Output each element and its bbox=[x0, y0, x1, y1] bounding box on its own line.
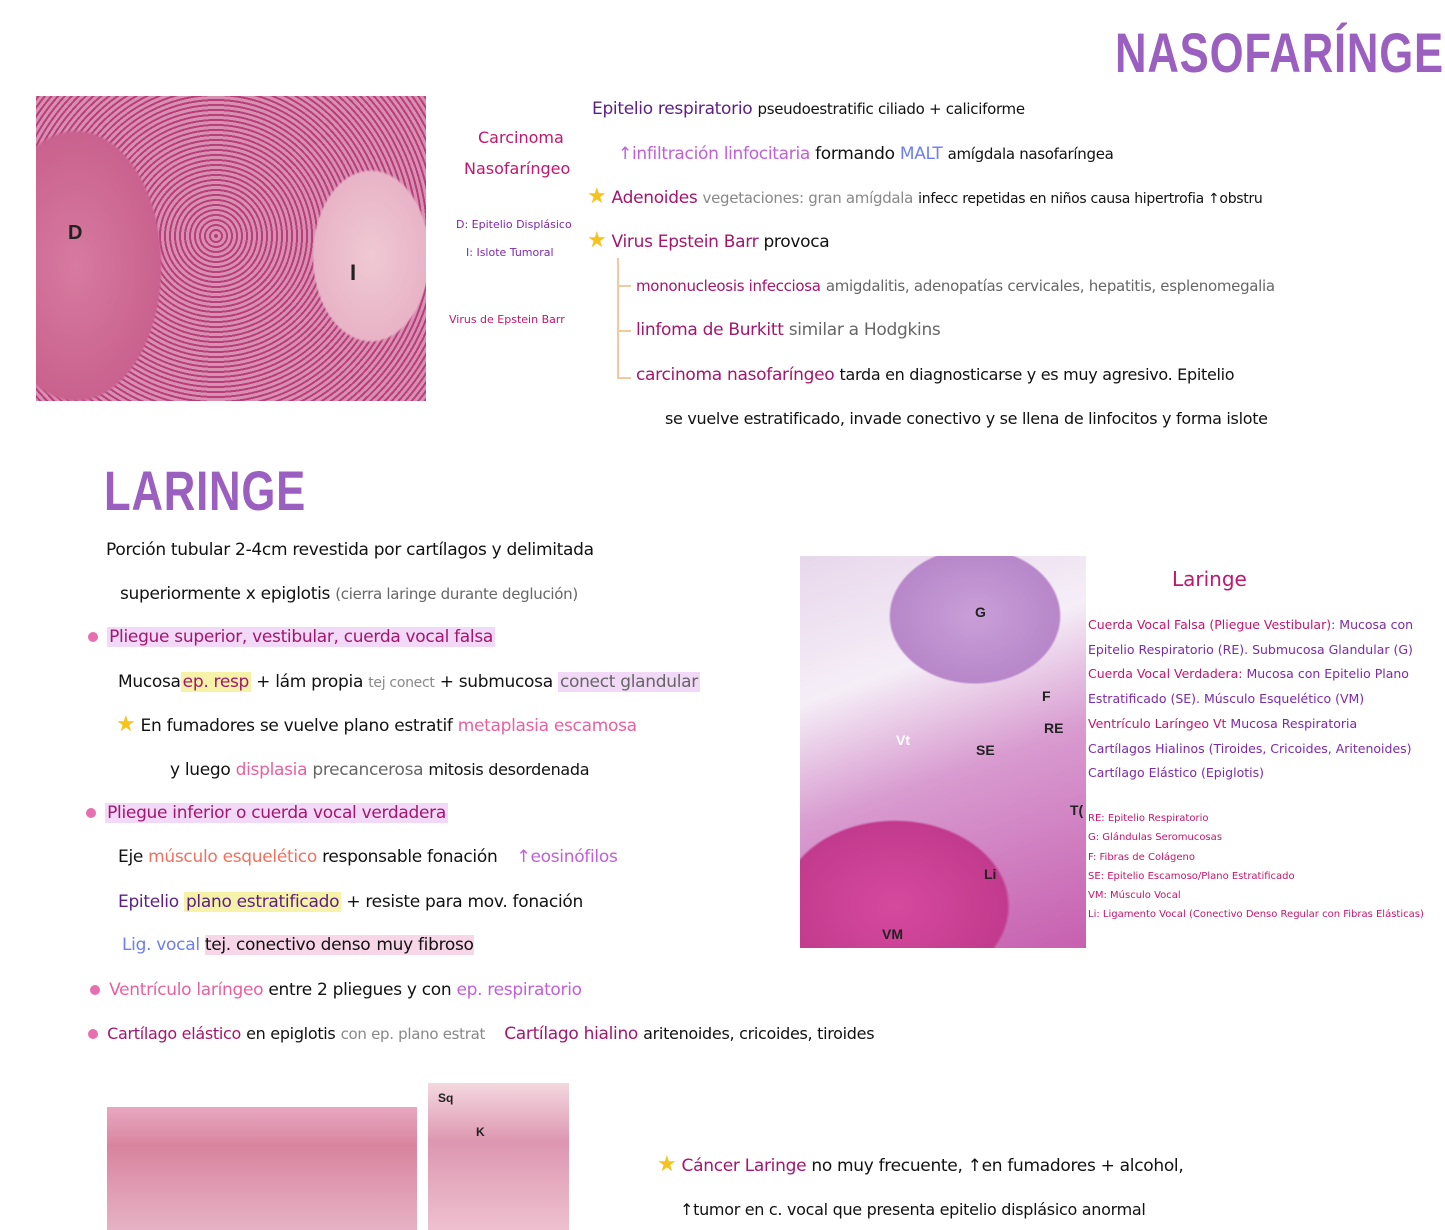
panel-line-text: Mucosa con Epitelio Plano bbox=[1242, 666, 1409, 682]
naso-caption-title-2: Nasofaríngeo bbox=[464, 159, 571, 178]
laringe-bullet-4 bbox=[88, 1024, 874, 1044]
lig-vocal-term: Lig. vocal bbox=[122, 935, 200, 955]
laringe-b1-line-1 bbox=[118, 672, 700, 692]
panel-line-text: Cartílagos Hialinos (Tiroides, Cricoides, Aritenoides) bbox=[1088, 740, 1412, 756]
vegetaciones-text: vegetaciones: gran amígdala bbox=[702, 189, 914, 207]
panel-line-text: Mucosa con bbox=[1335, 617, 1414, 632]
naso-line-5 bbox=[636, 276, 1275, 296]
img-label-g: G bbox=[975, 604, 986, 620]
pliegue-inferior-term: Pliegue inferior o cuerda vocal verdadera bbox=[107, 803, 446, 823]
star-icon: ★ bbox=[116, 712, 136, 737]
naso-line-8: se vuelve estratificado, invade conectivo y se llena de linfocitos y forma islote bbox=[665, 409, 1268, 428]
img-label-vm: VM bbox=[882, 926, 903, 942]
eje-text: Eje bbox=[118, 847, 144, 867]
mononucleosis-term: mononucleosis infecciosa bbox=[636, 277, 821, 295]
img-label-re: RE bbox=[1044, 720, 1064, 736]
cancer-desc-1: no muy frecuente, ↑en fumadores + alcohol, bbox=[811, 1156, 1184, 1176]
panel-line bbox=[1088, 662, 1444, 687]
panel-line bbox=[1088, 613, 1444, 638]
naso-title: NASOFARÍNGE bbox=[1115, 21, 1444, 84]
laringe-b2-line-2 bbox=[118, 892, 583, 912]
submucosa-text: + submucosa bbox=[439, 672, 553, 692]
legend-item: F: Fibras de Colágeno bbox=[1088, 851, 1195, 863]
star-icon: ★ bbox=[587, 184, 607, 209]
ep-plano-text: con ep. plano estrat bbox=[340, 1025, 486, 1043]
muy-fibroso-text: muy fibroso bbox=[370, 935, 473, 955]
legend-item: SE: Epitelio Escamoso/Plano Estratificado bbox=[1088, 870, 1295, 882]
tej-conectivo-text: tej. conectivo denso bbox=[204, 935, 371, 955]
laringe-histology-image bbox=[800, 556, 1086, 948]
img-label-i: I bbox=[350, 260, 357, 285]
panel-line bbox=[1088, 687, 1444, 712]
epiglotis-note: (cierra laringe durante deglución) bbox=[335, 585, 578, 603]
img-label-d: D bbox=[68, 222, 83, 244]
ventriculo-term: Ventrículo laríngeo bbox=[109, 980, 264, 1000]
mucosa-text: Mucosa bbox=[118, 672, 181, 692]
naso-line-3 bbox=[587, 184, 1263, 209]
laringe-title: LARINGE bbox=[104, 459, 307, 522]
ep-resp-term: ep. resp bbox=[182, 672, 250, 692]
infecc-text: infecc repetidas en niños causa hipertrofia ↑obstru bbox=[918, 191, 1263, 207]
laringe-bullet-3 bbox=[90, 980, 582, 1000]
panel-line-text: Estratificado (SE). Músculo Esquelético (VM) bbox=[1088, 691, 1365, 707]
epitelio-term: Epitelio bbox=[118, 892, 179, 912]
mitosis-text: mitosis desordenada bbox=[428, 760, 590, 779]
laringe-p1: Porción tubular 2-4cm revestida por cartílagos y delimitada bbox=[106, 540, 594, 560]
bullet-dot-icon bbox=[90, 985, 100, 995]
laringe-legend bbox=[1088, 809, 1424, 925]
resiste-text: + resiste para mov. fonación bbox=[346, 892, 583, 912]
legend-item: Li: Ligamento Vocal (Conectivo Denso Regular con Fibras Elásticas) bbox=[1088, 909, 1424, 921]
eosinofilos-term: ↑eosinófilos bbox=[516, 847, 618, 867]
y-luego-text: y luego bbox=[170, 760, 231, 780]
ep-respiratorio-term: ep. respiratorio bbox=[456, 980, 582, 1000]
bullet-dot-icon bbox=[86, 808, 96, 818]
naso-line-4 bbox=[587, 228, 829, 253]
lam-propia-text: + lám propia bbox=[256, 672, 364, 692]
musculo-term: músculo esquelético bbox=[148, 847, 317, 867]
metaplasia-term: metaplasia escamosa bbox=[457, 716, 637, 736]
naso-line-1 bbox=[592, 99, 1025, 119]
bullet-dot-icon bbox=[88, 1029, 98, 1039]
naso-caption-i: I: Islote Tumoral bbox=[466, 246, 554, 259]
panel-line-key: Cuerda Vocal Verdadera: bbox=[1088, 666, 1243, 682]
conect-glandular-term: conect glandular bbox=[559, 672, 698, 692]
infiltracion-term: ↑infiltración linfocitaria bbox=[618, 144, 810, 164]
panel-line-text: Epitelio Respiratorio (RE). Submucosa Glandular (G) bbox=[1088, 641, 1413, 657]
naso-bracket-tick bbox=[617, 377, 631, 379]
img-label-se: SE bbox=[976, 742, 995, 758]
panel-line bbox=[1088, 737, 1444, 762]
cancer-laringe-term: Cáncer Laringe bbox=[681, 1156, 807, 1176]
panel-line bbox=[1088, 761, 1444, 786]
cancer-line-1 bbox=[657, 1152, 1183, 1177]
virus-eb-term: Virus Epstein Barr bbox=[611, 232, 759, 252]
star-icon: ★ bbox=[657, 1152, 677, 1177]
legend-item: RE: Epitelio Respiratorio bbox=[1088, 813, 1209, 824]
cancer-histology-image-2 bbox=[428, 1083, 569, 1230]
naso-caption-virus: Virus de Epstein Barr bbox=[449, 313, 565, 326]
naso-caption-d: D: Epitelio Displásico bbox=[456, 218, 572, 231]
laringe-b1-line-2 bbox=[116, 712, 637, 737]
plano-estratificado-term: plano estratificado bbox=[185, 892, 340, 912]
fumadores-text: En fumadores se vuelve plano estratif bbox=[140, 716, 453, 736]
burkitt-term: linfoma de Burkitt bbox=[636, 320, 784, 340]
img-label-vt: Vt bbox=[896, 732, 910, 748]
panel-line bbox=[1088, 712, 1444, 737]
img-label-f: F bbox=[1042, 688, 1051, 704]
img-label-k: K bbox=[476, 1125, 485, 1139]
tej-conect-text: tej conect bbox=[368, 675, 435, 691]
laringe-b2-line-1 bbox=[118, 847, 618, 867]
cartilago-hialino-term: Cartílago hialino bbox=[504, 1024, 639, 1044]
adenoides-term: Adenoides bbox=[611, 188, 698, 208]
laringe-panel-lines bbox=[1088, 613, 1444, 786]
superiormente-text: superiormente x epiglotis bbox=[120, 584, 331, 604]
img-label-sq: Sq bbox=[438, 1091, 454, 1105]
laringe-bullet-2 bbox=[86, 803, 448, 823]
cancer-line-2: ↑tumor en c. vocal que presenta epitelio displásico anormal bbox=[680, 1200, 1146, 1219]
star-icon: ★ bbox=[587, 228, 607, 253]
fonacion-text: responsable fonación bbox=[322, 847, 498, 867]
amigdala-text: amígdala nasofaríngea bbox=[947, 145, 1114, 163]
panel-line bbox=[1088, 638, 1444, 663]
precancerosa-text: precancerosa bbox=[312, 760, 424, 780]
entre-pliegues-text: entre 2 pliegues y con bbox=[268, 980, 452, 1000]
naso-histology-image bbox=[36, 96, 426, 401]
naso-bracket-tick bbox=[617, 330, 631, 332]
naso-line-6 bbox=[636, 320, 940, 340]
naso-bracket-tick bbox=[617, 285, 631, 287]
naso-caption-title-1: Carcinoma bbox=[478, 128, 564, 147]
panel-line-key: Ventrículo Laríngeo Vt bbox=[1088, 715, 1227, 731]
formando-text: formando bbox=[815, 144, 895, 164]
burkitt-desc: similar a Hodgkins bbox=[788, 320, 941, 340]
panel-line-text: Cartílago Elástico (Epiglotis) bbox=[1088, 765, 1265, 781]
malt-term: MALT bbox=[899, 144, 943, 164]
laringe-b2-line-3 bbox=[122, 935, 474, 955]
cartilago-elastico-term: Cartílago elástico bbox=[107, 1024, 241, 1043]
laringe-panel-title: Laringe bbox=[1172, 567, 1247, 591]
displasia-term: displasia bbox=[235, 760, 308, 780]
panel-line-text: Mucosa Respiratoria bbox=[1226, 715, 1358, 731]
legend-item: G: Glándulas Seromucosas bbox=[1088, 832, 1223, 844]
naso-line-7 bbox=[636, 365, 1234, 385]
legend-item: VM: Músculo Vocal bbox=[1088, 890, 1181, 902]
laringe-b1-line-3 bbox=[170, 760, 589, 780]
epitelio-resp-desc: pseudoestratific ciliado + caliciforme bbox=[757, 100, 1025, 118]
mononucleosis-desc: amigdalitis, adenopatías cervicales, hepatitis, esplenomegalia bbox=[825, 277, 1275, 295]
aritenoides-text: aritenoides, cricoides, tiroides bbox=[643, 1024, 875, 1043]
naso-bracket bbox=[617, 258, 619, 378]
provoca-text: provoca bbox=[763, 232, 830, 252]
naso-line-2 bbox=[618, 144, 1114, 164]
img-label-tc: T( bbox=[1070, 802, 1084, 818]
laringe-bullet-1 bbox=[88, 627, 495, 647]
carcinoma-term: carcinoma nasofaríngeo bbox=[636, 365, 835, 385]
carcinoma-desc: tarda en diagnosticarse y es muy agresivo. Epitelio bbox=[839, 365, 1235, 384]
epitelio-resp-term: Epitelio respiratorio bbox=[592, 99, 753, 119]
panel-line-key: Cuerda Vocal Falsa (Pliegue Vestibular): bbox=[1088, 617, 1336, 632]
cancer-histology-image-1 bbox=[107, 1090, 417, 1230]
img-label-li: Li bbox=[984, 866, 997, 882]
laringe-p2 bbox=[120, 584, 578, 604]
bullet-dot-icon bbox=[88, 632, 98, 642]
en-epiglotis-text: en epiglotis bbox=[246, 1024, 336, 1043]
pliegue-superior-term: Pliegue superior, vestibular, cuerda vocal falsa bbox=[109, 627, 493, 647]
